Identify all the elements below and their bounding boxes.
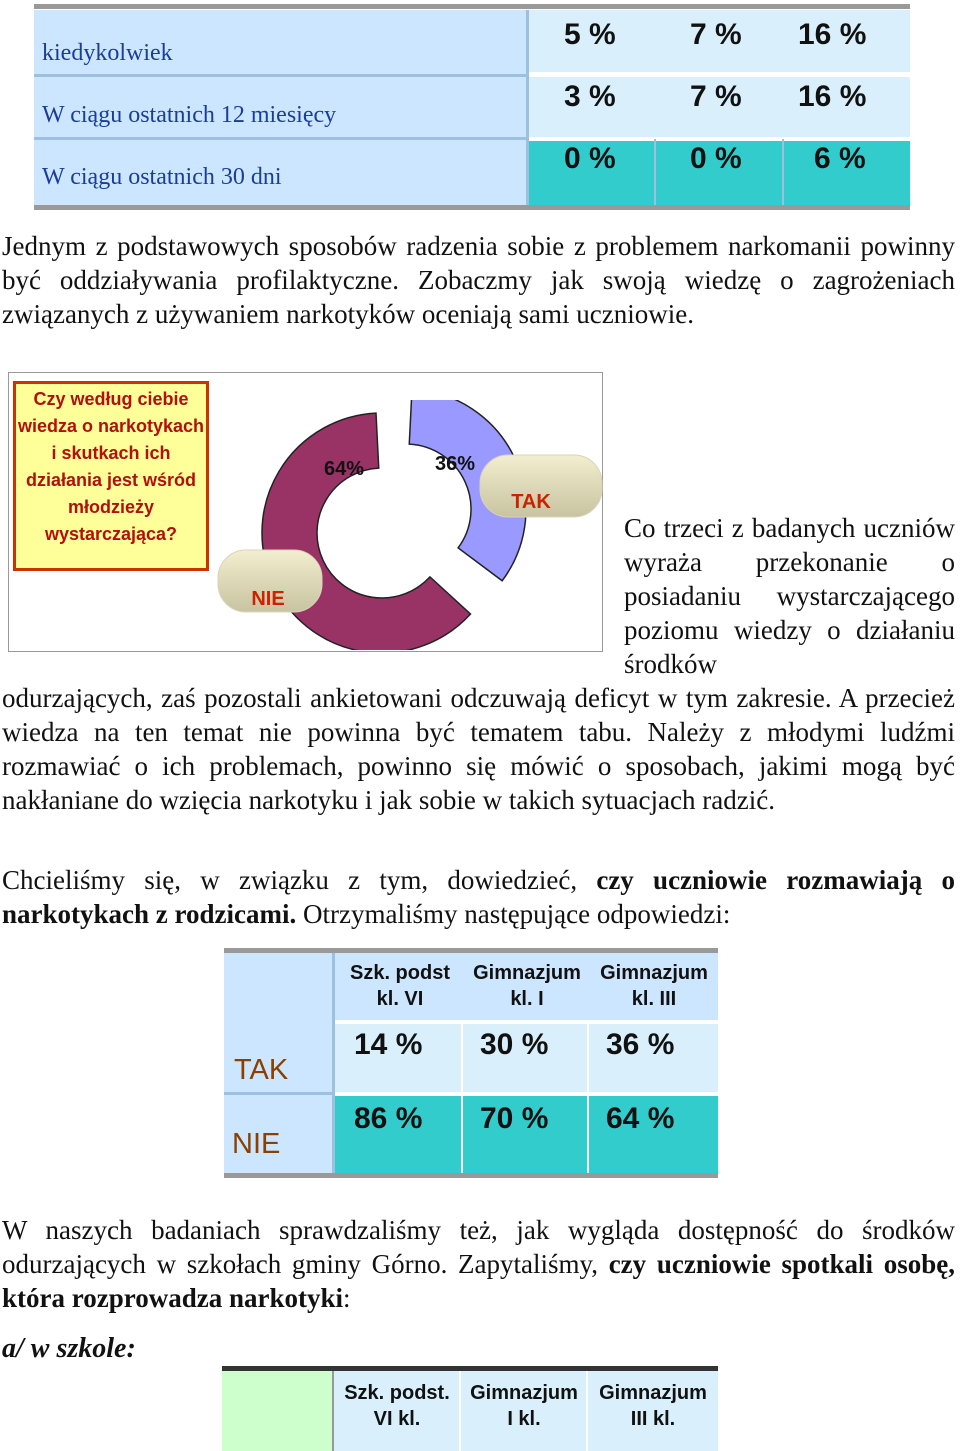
table-1-cell: 5 %	[564, 18, 616, 51]
paragraph-availability-bold: czy uczniowie spotkali osobę, która rozprowadza narkotyki	[2, 1249, 955, 1313]
table-2-cell: 70 %	[480, 1102, 549, 1135]
paragraph-availability-a: W naszych badaniach sprawdzaliśmy też, jak wygląda dostępność do środków odurzających w szkołach gminy Górno. Zapytaliśmy,	[2, 1215, 955, 1279]
section-heading-school: a/ w szkole:	[2, 1333, 136, 1364]
table-2	[224, 948, 718, 1178]
paragraph-availability-colon: :	[343, 1283, 351, 1313]
table-3-header: Gimnazjum III kl.	[599, 1382, 707, 1430]
table-1-cell: 3 %	[564, 80, 616, 113]
table-1-cell: 16 %	[798, 18, 867, 51]
nie-label: NIE	[251, 588, 285, 610]
table-2-row-label: TAK	[234, 1054, 289, 1086]
table-1-cell: 0 %	[690, 142, 742, 175]
table-2-cell: 86 %	[354, 1102, 423, 1135]
table-2-header: Gimnazjum kl. III	[600, 962, 708, 1010]
table-2-cell: 64 %	[606, 1102, 675, 1135]
table-1-cell: 6 %	[814, 142, 866, 175]
table-2-cell: 30 %	[480, 1028, 549, 1061]
table-1-cell: 7 %	[690, 18, 742, 51]
table-1-cell: 0 %	[564, 142, 616, 175]
paragraph-parents	[2, 863, 955, 931]
table-2-cell: 14 %	[354, 1028, 423, 1061]
paragraph-side: Co trzeci z badanych uczniów wyraża przekonanie o posiadaniu wystarczającego poziomu wiedzy o działaniu środków	[624, 513, 955, 679]
table-2-header: Szk. podst kl. VI	[349, 962, 450, 1010]
table-2-row-label: NIE	[232, 1128, 281, 1160]
table-1-row-label: W ciągu ostatnich 12 miesięcy	[42, 102, 337, 128]
table-1-row-label: kiedykolwiek	[42, 40, 173, 66]
chart-title-text: Czy według ciebie wiedza o narkotykach i skutkach ich działania jest wśród młodzieży wystarczająca?	[17, 389, 205, 544]
table-3-header: Szk. podst. VI kl.	[344, 1382, 450, 1430]
chart-title	[13, 381, 209, 571]
table-3	[222, 1366, 718, 1451]
table-2-cell: 36 %	[606, 1028, 675, 1061]
paragraph-parents-c: Otrzymaliśmy następujące odpowiedzi:	[296, 899, 731, 929]
table-1-cell: 16 %	[798, 80, 867, 113]
donut-chart	[210, 400, 610, 650]
paragraph-availability	[2, 1213, 955, 1315]
paragraph-knowledge: odurzających, zaś pozostali ankietowani odczuwają deficyt w tym zakresie. A przecież wiedza na ten temat nie powinna być tematem tabu. Należy z młodymi ludźmi rozmawiać o ich problemach, powinno się mówić o sposobach, jakimi mogą być nakłaniane do wzięcia narkotyku i jak sobie w takich sytuacjach radzić.	[2, 683, 955, 815]
table-3-header: Gimnazjum I kl.	[470, 1382, 578, 1430]
table-2-header: Gimnazjum kl. I	[473, 962, 581, 1010]
paragraph-intro: Jednym z podstawowych sposobów radzenia sobie z problemem narkomanii powinny być oddziaływania profilaktyczne. Zobaczmy jak swoją wiedzę o zagrożeniach związanych z używaniem narkotyków oceniają sami uczniowie.	[2, 231, 955, 329]
table-1-row-label: W ciągu ostatnich 30 dni	[42, 164, 282, 190]
table-1	[34, 4, 910, 210]
table-1-cell: 7 %	[690, 80, 742, 113]
tak-value-label: 36%	[434, 453, 476, 475]
tak-label: TAK	[511, 491, 551, 513]
paragraph-parents-bold: czy uczniowie rozmawiają o narkotykach z rodzicami.	[2, 865, 955, 929]
nie-value-label: 64%	[323, 458, 365, 480]
paragraph-parents-a: Chcieliśmy się, w związku z tym, dowiedzieć,	[2, 865, 597, 895]
